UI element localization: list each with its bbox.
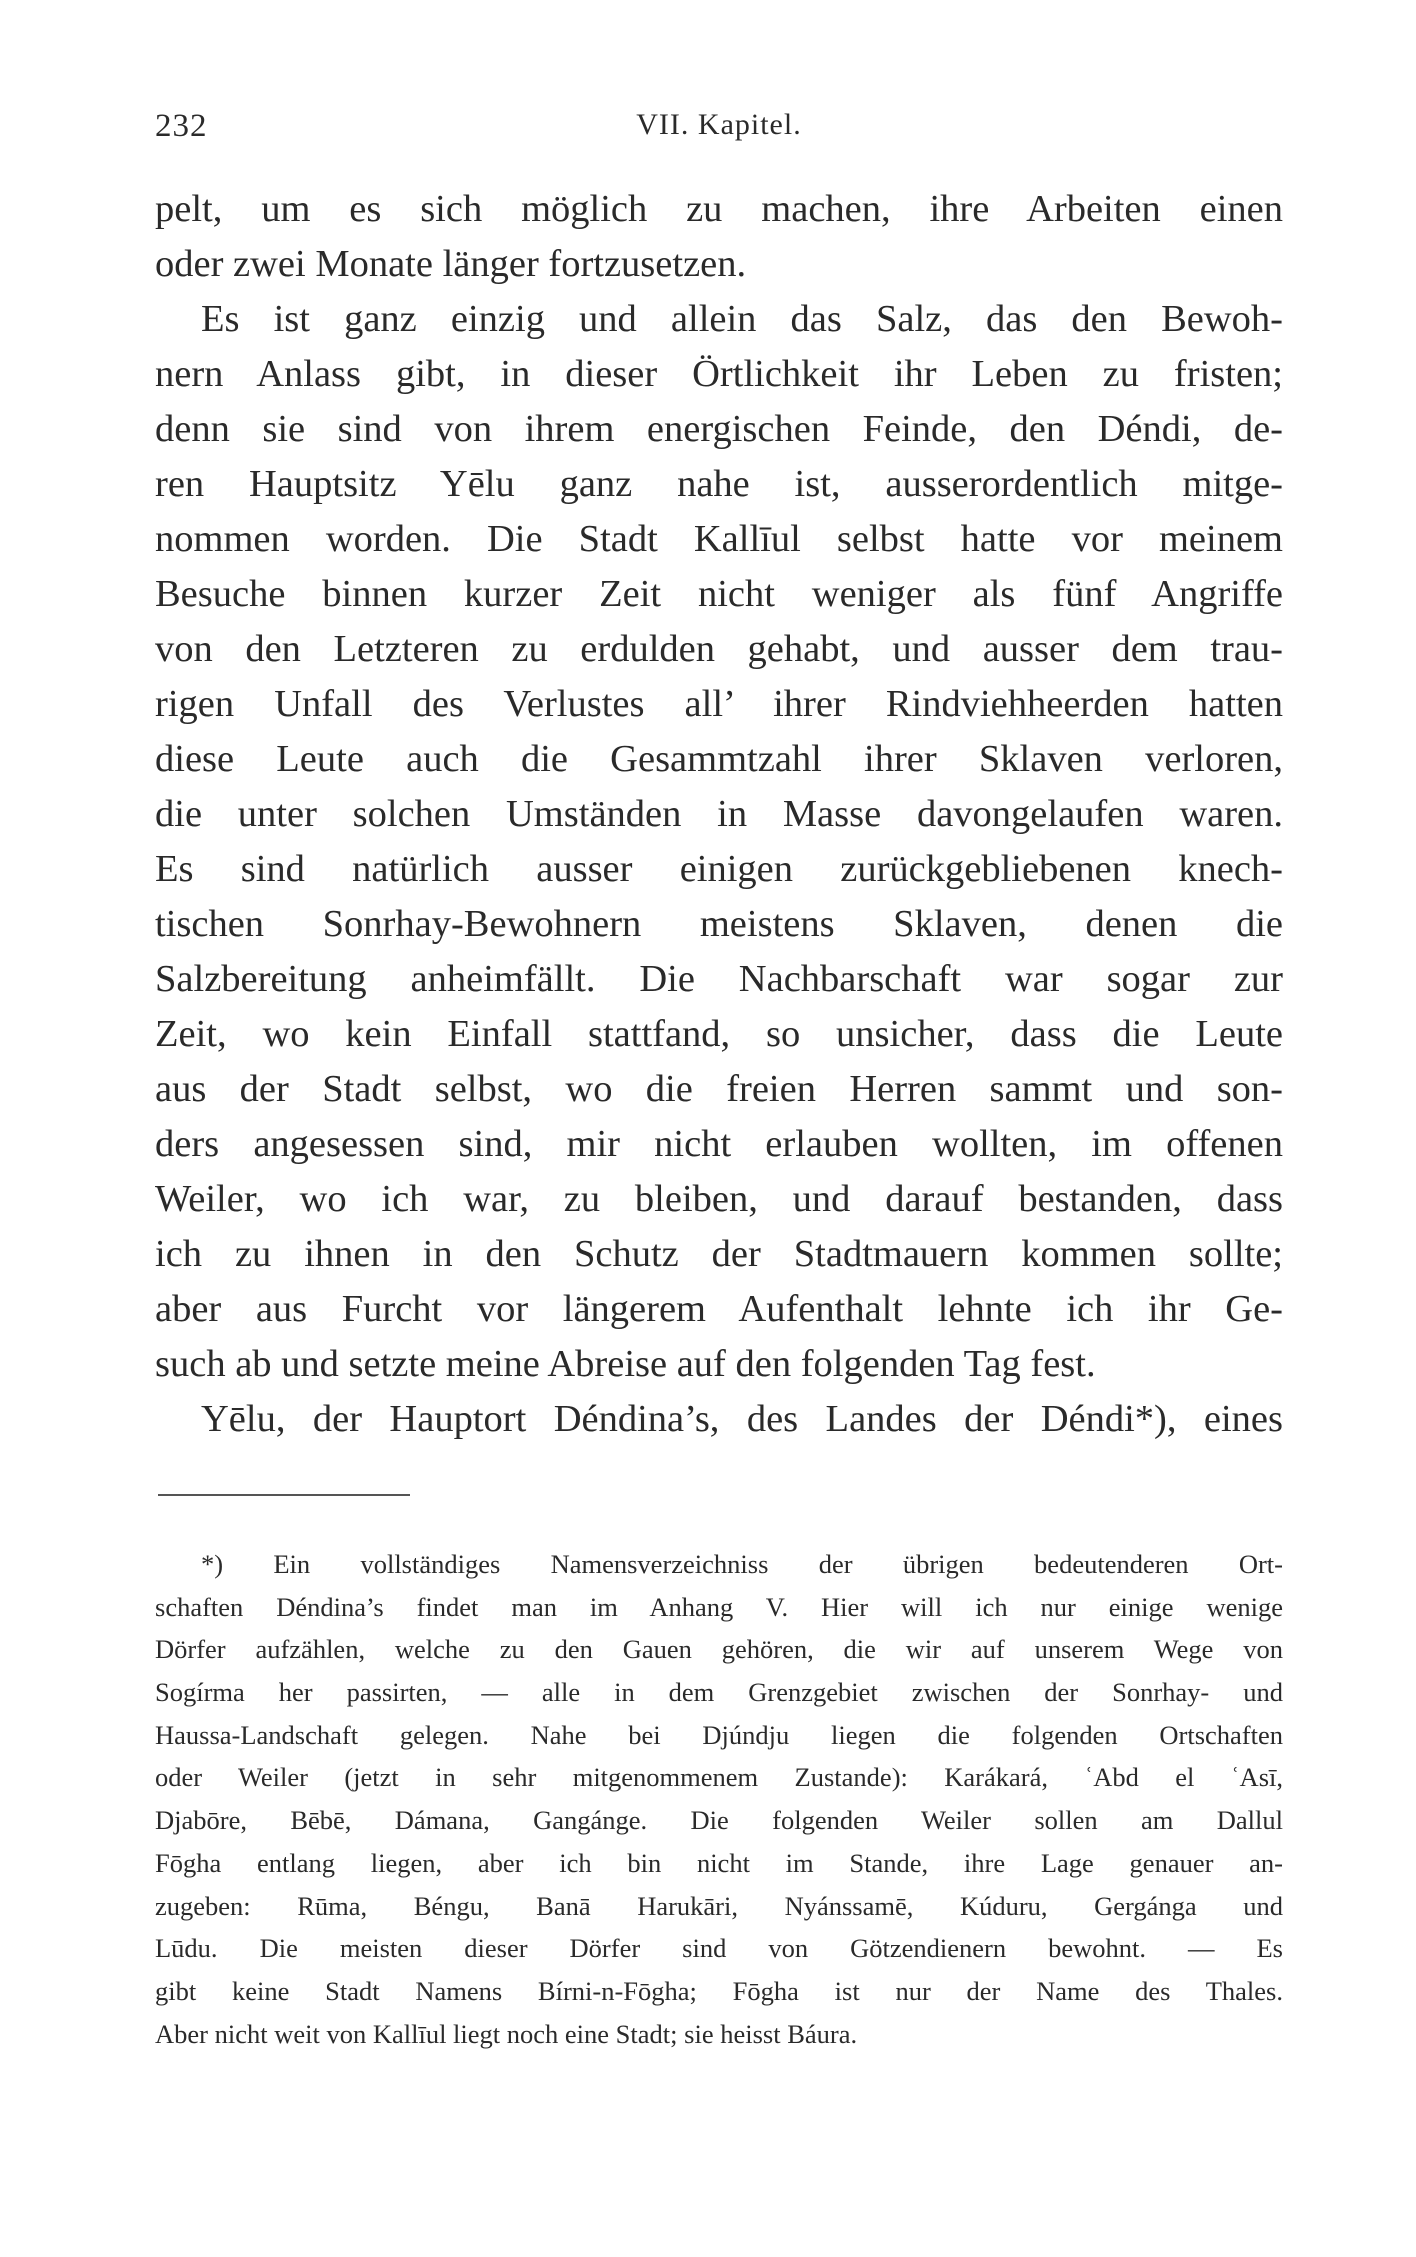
text-line: Salzbereitung anheimfällt. Die Nachbarschaft war sogar zur (155, 958, 1283, 1000)
text-line: pelt, um es sich möglich zu machen, ihre Arbeiten einen (155, 188, 1283, 230)
footnote-line: gibt keine Stadt Namens Bírni-n-Fōgha; Fōgha ist nur der Name des Thales. (155, 1975, 1283, 2006)
main-text (155, 182, 1283, 1447)
footnote-line: Lūdu. Die meisten dieser Dörfer sind von Götzendienern bewohnt. — Es (155, 1933, 1283, 1964)
running-head (155, 108, 1283, 152)
text-line: tischen Sonrhay-Bewohnern meistens Sklaven, denen die (155, 903, 1283, 945)
text-line: Yēlu, der Hauptort Déndina’s, des Landes der Déndi*), eines (201, 1398, 1283, 1440)
footnote-line: Dörfer aufzählen, welche zu den Gauen gehören, die wir auf unserem Wege von (155, 1634, 1283, 1665)
footnote (155, 1543, 1283, 2055)
footnote-line: *) Ein vollständiges Namensverzeichniss der übrigen bedeutenderen Ort- (201, 1549, 1283, 1579)
text-line: nommen worden. Die Stadt Kallīul selbst hatte vor meinem (155, 518, 1283, 560)
text-line: diese Leute auch die Gesammtzahl ihrer Sklaven verloren, (155, 738, 1283, 780)
footnote-line: oder Weiler (jetzt in sehr mitgenommenem Zustande): Karákará, ʿAbd el ʿAsī, (155, 1762, 1283, 1793)
chapter-title: VII. Kapitel. (636, 108, 802, 141)
footnote-line: schaften Déndina’s findet man im Anhang V. Hier will ich nur einige wenige (155, 1591, 1283, 1622)
text-line: rigen Unfall des Verlustes all’ ihrer Rindviehheerden hatten (155, 683, 1283, 725)
footnote-rule (158, 1494, 410, 1496)
text-line: Zeit, wo kein Einfall stattfand, so unsicher, dass die Leute (155, 1013, 1283, 1055)
text-line: aber aus Furcht vor längerem Aufenthalt lehnte ich ihr Ge- (155, 1288, 1283, 1330)
text-line: von den Letzteren zu erdulden gehabt, und ausser dem trau- (155, 628, 1283, 670)
text-line: die unter solchen Umständen in Masse davongelaufen waren. (155, 793, 1283, 835)
footnote-line: Djabōre, Bēbē, Dámana, Gangánge. Die folgenden Weiler sollen am Dallul (155, 1805, 1283, 1836)
footnote-line: Haussa-Landschaft gelegen. Nahe bei Djúndju liegen die folgenden Ortschaften (155, 1719, 1283, 1750)
text-line: Es ist ganz einzig und allein das Salz, das den Bewoh- (201, 298, 1283, 340)
text-line: nern Anlass gibt, in dieser Örtlichkeit ihr Leben zu fristen; (155, 353, 1283, 395)
text-line: Besuche binnen kurzer Zeit nicht weniger als fünf Angriffe (155, 573, 1283, 615)
footnote-line: zugeben: Rūma, Béngu, Banā Harukāri, Nyánssamē, Kúduru, Gergánga und (155, 1890, 1283, 1921)
footnote-line: Aber nicht weit von Kallīul liegt noch eine Stadt; sie heisst Báura. (155, 2018, 858, 2049)
text-line: ren Hauptsitz Yēlu ganz nahe ist, ausserordentlich mitge- (155, 463, 1283, 505)
page-number: 232 (155, 108, 208, 144)
footnote-line: Fōgha entlang liegen, aber ich bin nicht im Stande, ihre Lage genauer an- (155, 1847, 1283, 1878)
text-line: such ab und setzte meine Abreise auf den folgenden Tag fest. (155, 1343, 1096, 1385)
text-line: ders angesessen sind, mir nicht erlauben wollten, im offenen (155, 1123, 1283, 1165)
text-line: denn sie sind von ihrem energischen Feinde, den Déndi, de- (155, 408, 1283, 450)
text-line: oder zwei Monate länger fortzusetzen. (155, 243, 747, 285)
text-line: ich zu ihnen in den Schutz der Stadtmauern kommen sollte; (155, 1233, 1283, 1275)
text-line: Weiler, wo ich war, zu bleiben, und darauf bestanden, dass (155, 1178, 1283, 1220)
text-line: aus der Stadt selbst, wo die freien Herren sammt und son- (155, 1068, 1283, 1110)
text-line: Es sind natürlich ausser einigen zurückgebliebenen knech- (155, 848, 1283, 890)
footnote-line: Sogírma her passirten, — alle in dem Grenzgebiet zwischen der Sonrhay- und (155, 1677, 1283, 1708)
